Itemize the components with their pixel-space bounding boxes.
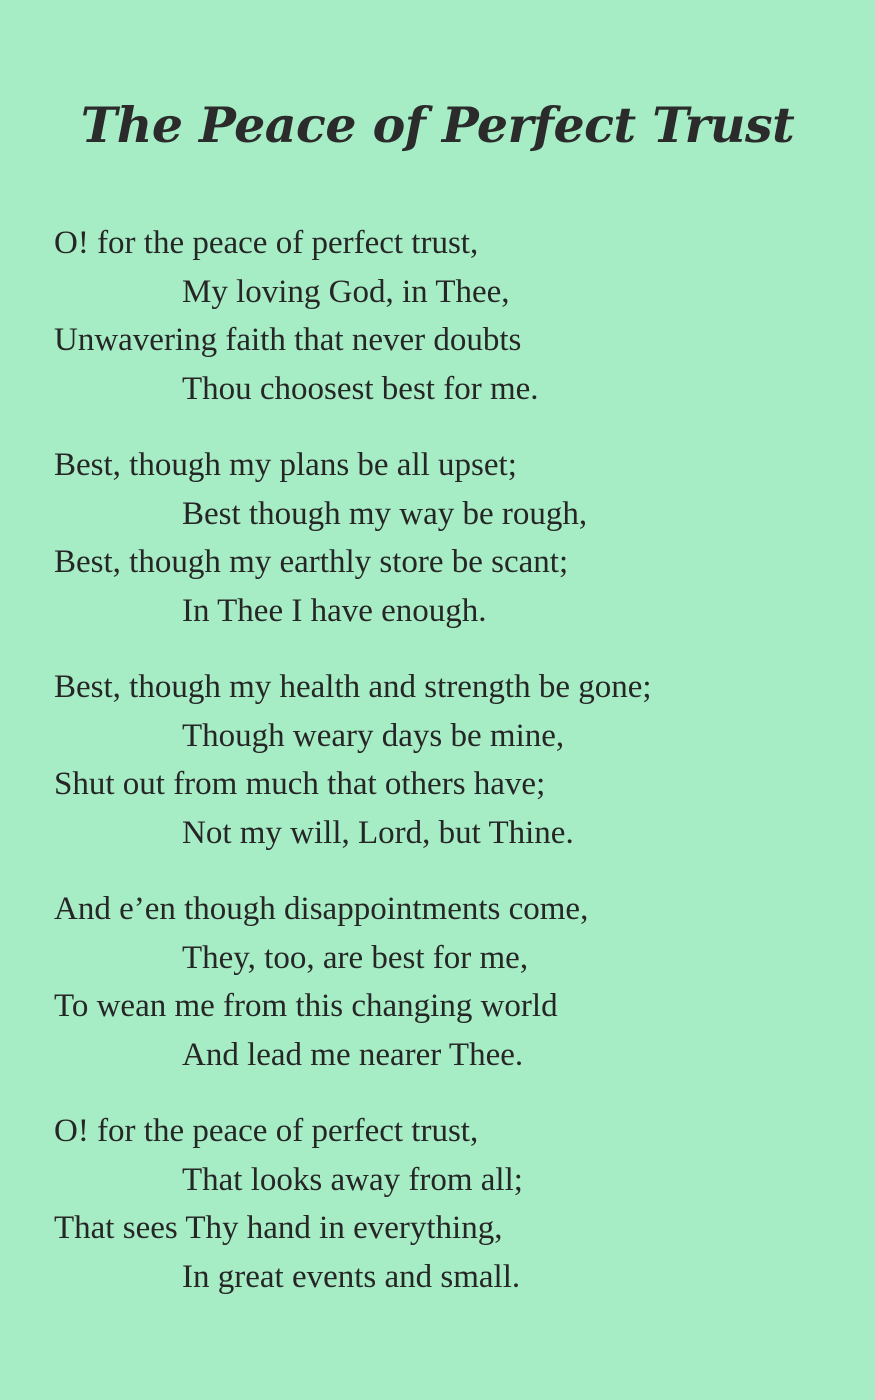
- poem-title: The Peace of Perfect Trust: [80, 96, 795, 154]
- poem-line: Though weary days be mine,: [182, 717, 565, 754]
- poem-line: That sees Thy hand in everything,: [54, 1210, 503, 1246]
- poem-line: Thou choosest best for me.: [182, 370, 539, 407]
- poem-line: That looks away from all;: [182, 1161, 523, 1198]
- poem-line: And lead me nearer Thee.: [182, 1036, 524, 1073]
- poem-line: Best, though my health and strength be gone;: [54, 669, 652, 705]
- stanza-4: [54, 885, 854, 1079]
- poem-line: Not my will, Lord, but Thine.: [182, 814, 574, 851]
- poem-line: O! for the peace of perfect trust,: [54, 1113, 479, 1149]
- poem-line: O! for the peace of perfect trust,: [54, 225, 479, 261]
- poem-line: Best, though my earthly store be scant;: [54, 544, 569, 580]
- stanza-2: [54, 441, 854, 635]
- poem-line: Best, though my plans be all upset;: [54, 447, 517, 483]
- poem-body: [54, 219, 854, 1329]
- poem-line: Best though my way be rough,: [182, 495, 588, 532]
- poem-line: They, too, are best for me,: [182, 939, 529, 976]
- stanza-5: [54, 1107, 854, 1301]
- poem-line: And e’en though disappointments come,: [54, 891, 589, 927]
- stanza-1: [54, 219, 854, 413]
- poem-line: To wean me from this changing world: [54, 988, 558, 1024]
- poem-line: Unwavering faith that never doubts: [54, 322, 522, 358]
- poem-line: My loving God, in Thee,: [182, 273, 510, 310]
- stanza-3: [54, 663, 854, 857]
- poem-line: In great events and small.: [182, 1258, 521, 1295]
- poem-line: Shut out from much that others have;: [54, 766, 546, 802]
- poem-line: In Thee I have enough.: [182, 592, 487, 629]
